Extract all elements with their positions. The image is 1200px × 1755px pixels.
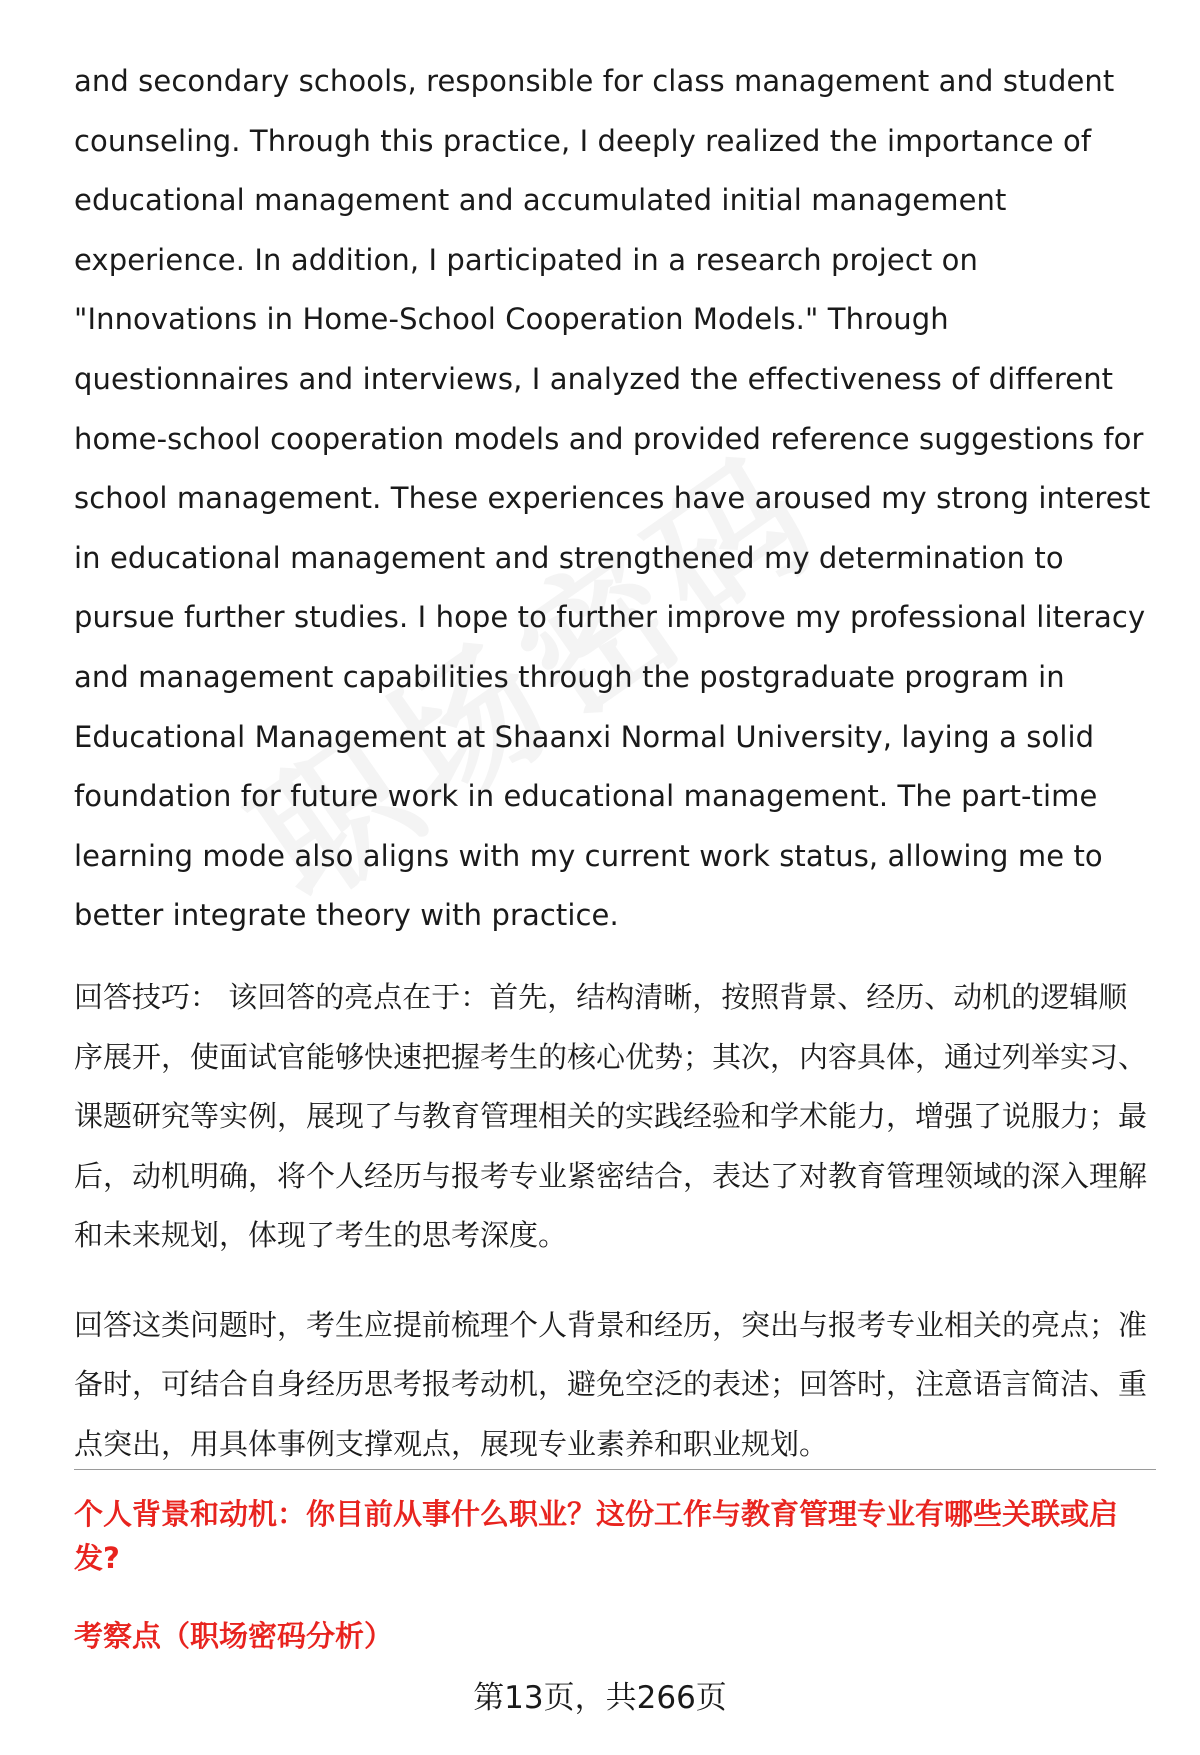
document-body [74,52,1154,1475]
page-number: 第13页，共266页 [473,1680,727,1716]
question-heading: 个人背景和动机：你目前从事什么职业？这份工作与教育管理专业有哪些关联或启发? [74,1497,1119,1575]
answer-advice-paragraph: 回答这类问题时，考生应提前梳理个人背景和经历，突出与报考专业相关的亮点；准备时，可结合自身经历思考报考动机，避免空泛的表述；回答时，注意语言简洁、重点突出，用具体事例支撑观点，展现专业素养和职业规划。 [74,1307,1148,1462]
analysis-subheading: 考察点（职场密码分析） [74,1619,394,1653]
section-divider [74,1469,1156,1470]
answer-paragraph-english: and secondary schools, responsible for class management and student counseling. Through this practice, I deeply realized the importance of educational management and accumulated initial management experience. In addition, I participated in a research project on "Innovations in Home-School Cooperation Models." Through questionnaires and interviews, I analyzed the effectiveness of different home-school cooperation models and provided reference suggestions for school management. These experiences have aroused my strong interest in educational management and strengthened my determination to pursue further studies. I hope to further improve my professional literacy and management capabilities through the postgraduate program in Educational Management at Shaanxi Normal University, laying a solid foundation for future work in educational management. The part-time learning mode also aligns with my current work status, allowing me to better integrate theory with practice. [74,64,1151,933]
answer-tips-paragraph: 回答技巧： 该回答的亮点在于：首先，结构清晰，按照背景、经历、动机的逻辑顺序展开，使面试官能够快速把握考生的核心优势；其次，内容具体，通过列举实习、课题研究等实例，展现了与教育管理相关的实践经验和学术能力，增强了说服力；最后，动机明确，将个人经历与报考专业紧密结合，表达了对教育管理领域的深入理解和未来规划，体现了考生的思考深度。 [74,979,1148,1253]
